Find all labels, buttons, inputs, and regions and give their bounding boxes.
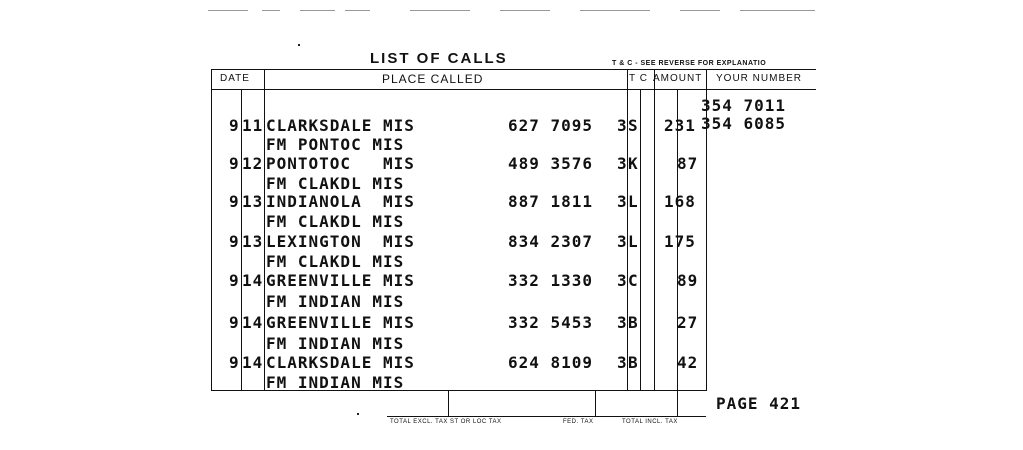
t-c-divider [640,89,641,391]
call-t: 3 [617,271,628,290]
call-from: FM INDIAN MIS [266,292,405,311]
call-t: 3 [617,116,628,135]
scan-mark [410,10,470,11]
total-incl-tax-label: TOTAL INCL. TAX [622,419,678,425]
scan-mark [740,10,815,11]
call-day: 14 [242,271,264,290]
scan-mark [345,10,370,11]
call-place: CLARKSDALE MIS [266,116,415,135]
header-bottom-border [211,89,706,90]
call-place: GREENVILLE MIS [266,313,415,332]
fed-tax-label: FED. TAX [563,419,594,425]
scan-mark [262,10,280,11]
call-amount: 42 [677,353,699,372]
call-amount: 27 [677,313,699,332]
call-c: B [628,353,639,372]
call-amount: 175 [664,232,696,251]
call-c: L [628,192,639,211]
totals-divider [677,391,678,416]
call-day: 12 [242,154,264,173]
scan-mark [208,10,248,11]
call-amount: 89 [677,271,699,290]
call-amount: 231 [664,116,696,135]
call-c: K [628,154,639,173]
call-c: L [628,232,639,251]
call-from: FM INDIAN MIS [266,334,405,353]
header-bottom-border-right [706,89,816,90]
scan-mark [300,10,335,11]
call-number: 332 1330 [508,271,594,290]
call-amount: 168 [664,192,696,211]
scan-mark [500,10,550,11]
header-place-called: PLACE CALLED [382,72,484,86]
call-day: 14 [242,313,264,332]
date-place-divider [264,69,265,391]
call-place: PONTOTOC MIS [266,154,415,173]
call-month: 9 [229,192,240,211]
document-title: LIST OF CALLS [370,50,508,67]
c-amount-divider [654,69,655,391]
call-from: FM PONTOC MIS [266,135,405,154]
call-amount: 87 [677,154,699,173]
call-c: C [628,271,639,290]
call-month: 9 [229,353,240,372]
scan-mark [580,10,650,11]
call-place: GREENVILLE MIS [266,271,415,290]
call-number: 887 1811 [508,192,594,211]
header-tc: T C [629,73,648,84]
your-number: 354 6085 [701,114,787,133]
scan-speck [298,44,300,46]
scan-mark [680,10,720,11]
page-number: PAGE 421 [716,394,802,413]
call-number: 332 5453 [508,313,594,332]
call-t: 3 [617,154,628,173]
totals-bottom-border [387,416,706,417]
header-amount: AMOUNT [653,73,703,84]
call-t: 3 [617,232,628,251]
call-month: 9 [229,116,240,135]
call-c: S [628,116,639,135]
total-excl-tax-label: TOTAL EXCL. TAX ST OR LOC TAX [390,419,502,425]
call-place: CLARKSDALE MIS [266,353,415,372]
totals-divider [448,391,449,416]
call-t: 3 [617,353,628,372]
call-t: 3 [617,192,628,211]
call-month: 9 [229,271,240,290]
call-place: LEXINGTON MIS [266,232,415,251]
call-from: FM INDIAN MIS [266,373,405,392]
your-number: 354 7011 [701,96,787,115]
call-c: B [628,313,639,332]
table-top-border [211,69,816,70]
call-number: 627 7095 [508,116,594,135]
call-month: 9 [229,232,240,251]
call-number: 624 8109 [508,353,594,372]
call-number: 834 2307 [508,232,594,251]
call-from: FM CLAKDL MIS [266,252,405,271]
header-date: DATE [220,73,250,84]
call-place: INDIANOLA MIS [266,192,415,211]
call-day: 11 [242,116,264,135]
call-from: FM CLAKDL MIS [266,212,405,231]
scan-speck [357,413,359,415]
call-day: 13 [242,232,264,251]
call-day: 13 [242,192,264,211]
call-month: 9 [229,154,240,173]
explanation-note: T & C - SEE REVERSE FOR EXPLANATIO [612,60,767,67]
call-day: 14 [242,353,264,372]
call-month: 9 [229,313,240,332]
left-border [211,69,212,391]
header-your-number: YOUR NUMBER [716,73,803,84]
call-number: 489 3576 [508,154,594,173]
totals-divider [595,391,596,416]
call-t: 3 [617,313,628,332]
call-from: FM CLAKDL MIS [266,174,405,193]
